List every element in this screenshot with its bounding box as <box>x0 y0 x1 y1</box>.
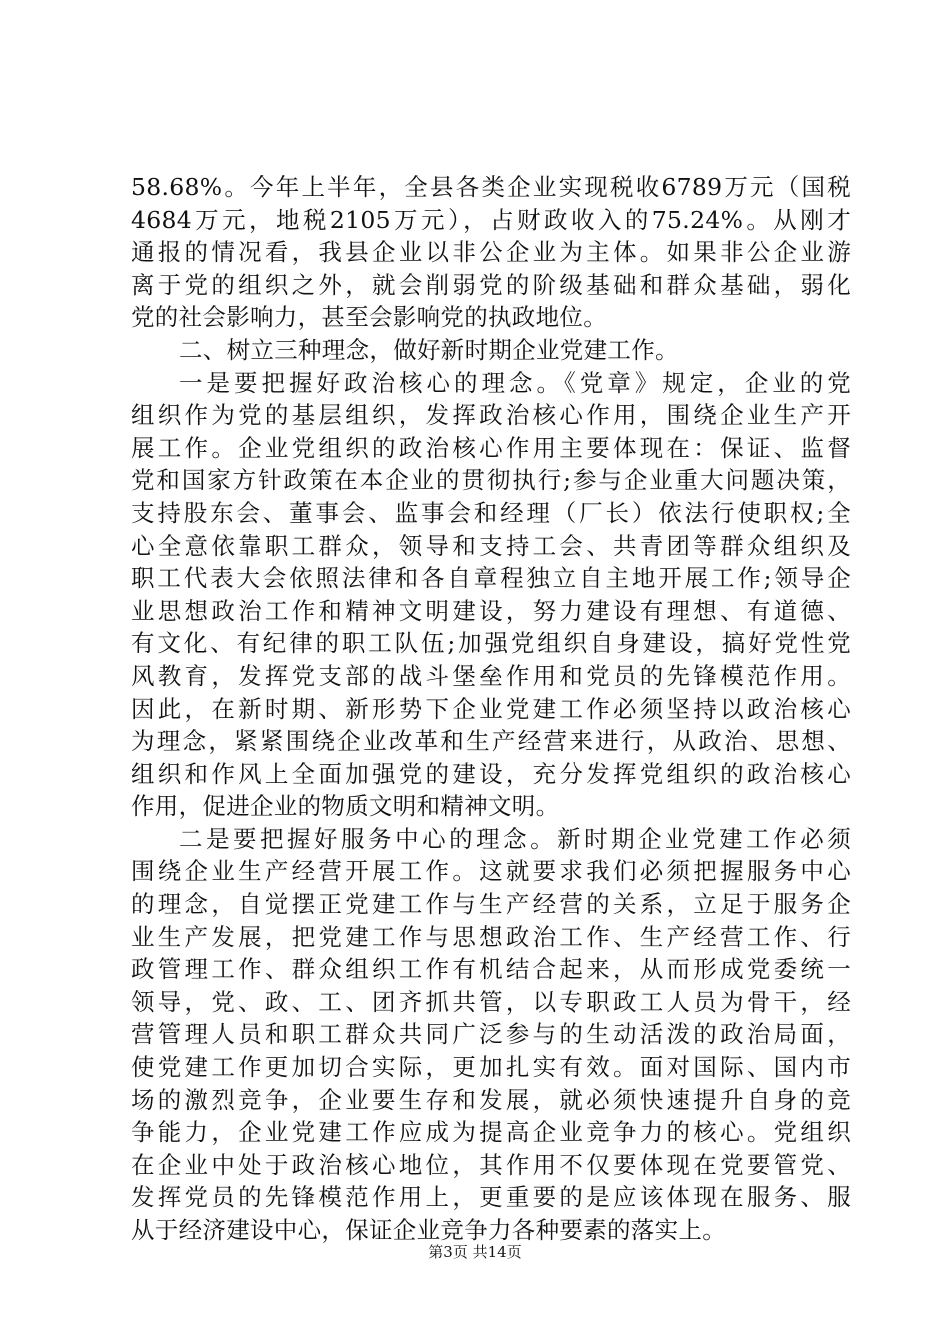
text-line: 党的社会影响力，甚至会影响党的执政地位。 <box>131 303 607 332</box>
text-line: 业思想政治工作和精神文明建设，努力建设有理想、有道德、 <box>131 596 851 625</box>
page-footer: 第3页 共14页 <box>428 1243 522 1261</box>
text-line: 作用，促进企业的物质文明和精神文明。 <box>131 792 560 821</box>
text-line: 58.68%。今年上半年，全县各类企业实现税收6789万元（国税 <box>131 173 851 201</box>
text-line: 为理念，紧紧围绕企业改革和生产经营来进行，从政治、思想、 <box>131 727 851 756</box>
text-line: 领导，党、政、工、团齐抓共管，以专职政工人员为骨干，经 <box>131 987 851 1016</box>
text-line: 心全意依靠职工群众，领导和支持工会、共青团等群众组织及 <box>131 531 851 560</box>
text-line: 场的激烈竞争，企业要生存和发展，就必须快速提升自身的竞 <box>131 1085 851 1114</box>
text-line: 组织和作风上全面加强党的建设，充分发挥党组织的政治核心 <box>131 759 851 788</box>
text-line: 一是要把握好政治核心的理念。《党章》规定，企业的党 <box>179 368 851 397</box>
text-line: 通报的情况看，我县企业以非公企业为主体。如果非公企业游 <box>131 238 851 267</box>
text-line: 二是要把握好服务中心的理念。新时期企业党建工作必须 <box>179 824 851 853</box>
body-text <box>131 171 851 1247</box>
text-line: 二、树立三种理念，做好新时期企业党建工作。 <box>179 335 679 364</box>
text-line: 离于党的组织之外，就会削弱党的阶级基础和群众基础，弱化 <box>131 270 851 299</box>
text-line: 营管理人员和职工群众共同广泛参与的生动活泼的政治局面， <box>131 1020 851 1049</box>
text-line: 因此，在新时期、新形势下企业党建工作必须坚持以政治核心 <box>131 694 851 723</box>
text-line: 发挥党员的先锋模范作用上，更重要的是应该体现在服务、服 <box>131 1183 851 1212</box>
text-line: 职工代表大会依照法律和各自章程独立自主地开展工作;领导企 <box>131 564 851 593</box>
text-line: 业生产发展，把党建工作与思想政治工作、生产经营工作、行 <box>131 922 851 951</box>
text-line: 展工作。企业党组织的政治核心作用主要体现在：保证、监督 <box>131 433 851 462</box>
text-line: 组织作为党的基层组织，发挥政治核心作用，围绕企业生产开 <box>131 401 851 430</box>
text-line: 争能力，企业党建工作应成为提高企业竞争力的核心。党组织 <box>131 1118 851 1147</box>
text-line: 有文化、有纪律的职工队伍;加强党组织自身建设，搞好党性党 <box>131 629 851 658</box>
text-line: 围绕企业生产经营开展工作。这就要求我们必须把握服务中心 <box>131 857 851 886</box>
text-line: 在企业中处于政治核心地位，其作用不仅要体现在党要管党、 <box>131 1150 851 1179</box>
text-line: 使党建工作更加切合实际，更加扎实有效。面对国际、国内市 <box>131 1053 851 1082</box>
text-line: 的理念，自觉摆正党建工作与生产经营的关系，立足于服务企 <box>131 890 851 919</box>
text-line: 风教育，发挥党支部的战斗堡垒作用和党员的先锋模范作用。 <box>131 661 851 690</box>
text-line: 从于经济建设中心，保证企业竞争力各种要素的落实上。 <box>131 1216 726 1244</box>
text-line: 4684万元，地税2105万元），占财政收入的75.24%。从刚才 <box>131 205 851 234</box>
text-line: 支持股东会、董事会、监事会和经理（厂长）依法行使职权;全 <box>131 498 851 527</box>
text-line: 党和国家方针政策在本企业的贯彻执行;参与企业重大问题决策， <box>131 466 851 495</box>
text-line: 政管理工作、群众组织工作有机结合起来，从而形成党委统一 <box>131 955 851 984</box>
